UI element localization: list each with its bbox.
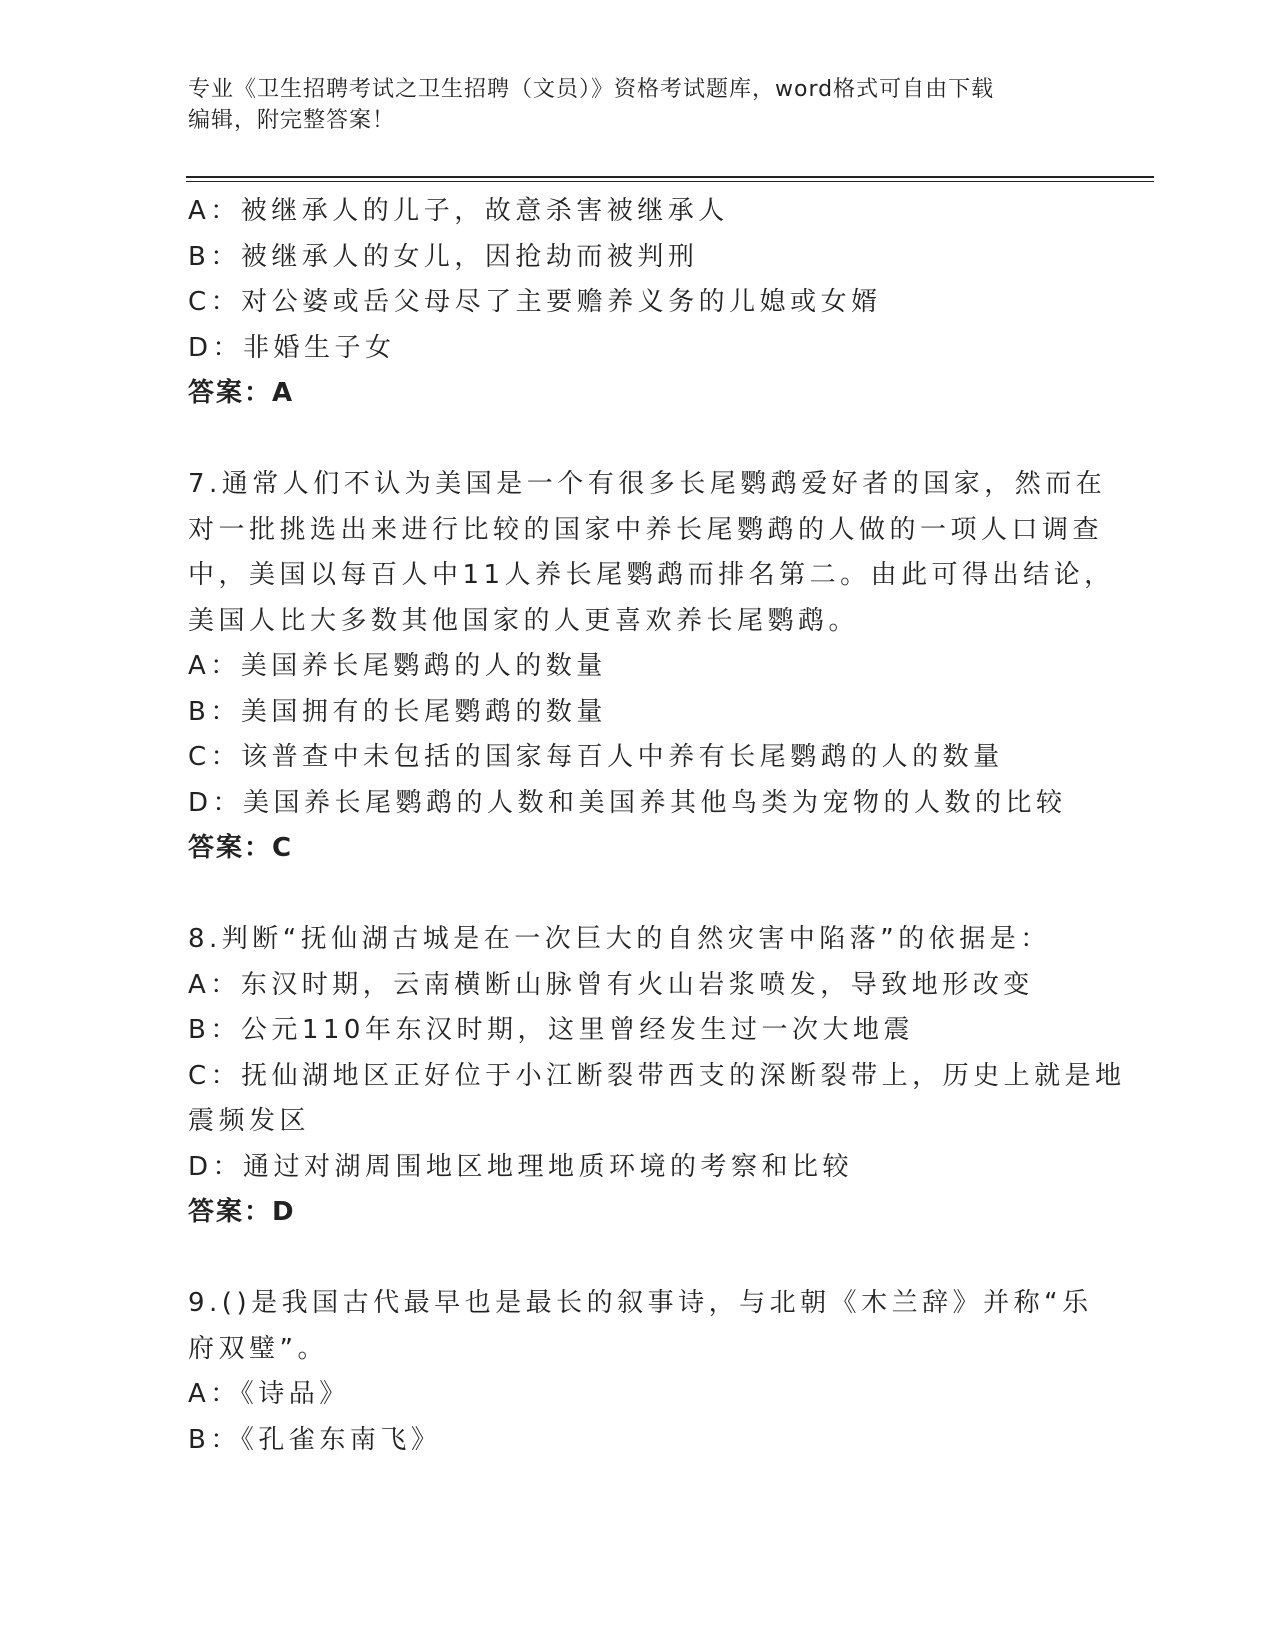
spacer (188, 1236, 1088, 1282)
q8-option-a: A：东汉时期，云南横断山脉曾有火山岩浆喷发，导致地形改变 (188, 969, 1034, 1000)
q7-option-c: C：该普查中未包括的国家每百人中养有长尾鹦鹉的人的数量 (188, 742, 1004, 772)
question-7 (188, 462, 1115, 872)
q9-stem-line-1: 9.()是我国古代最早也是最长的叙事诗，与北朝《木兰辞》并称“乐 (188, 1288, 1093, 1318)
spacer (188, 872, 1088, 918)
question-content (188, 189, 1126, 1463)
document-header (188, 74, 1088, 136)
q6-option-b: B：被继承人的女儿，因抢劫而被判刑 (188, 241, 699, 272)
q7-stem-line-3: 中，美国以每百人中11人养长尾鹦鹉而排名第二。由此可得出结论， (188, 560, 1115, 590)
q8-answer: 答案：D (188, 1197, 296, 1227)
header-rule-thick (186, 176, 1154, 178)
header-line-1: 专业《卫生招聘考试之卫生招聘（文员）》资格考试题库，word格式可自由下载 (188, 77, 995, 102)
q9-stem-line-2: 府双璧”。 (188, 1333, 328, 1364)
question-8 (188, 917, 1126, 1236)
q7-stem-line-4: 美国人比大多数其他国家的人更喜欢养长尾鹦鹉。 (188, 605, 860, 636)
q6-option-a: A：被继承人的儿子，故意杀害被继承人 (188, 196, 729, 226)
q9-option-b: B：《孔雀东南飞》 (188, 1424, 442, 1455)
header-rule-thin (186, 181, 1154, 182)
q9-option-a: A：《诗品》 (188, 1379, 350, 1409)
q8-option-c: C：抚仙湖地区正好位于小江断裂带西支的深断裂带上，历史上就是地 (188, 1060, 1126, 1091)
q6-answer: 答案：A (188, 378, 295, 408)
q8-option-d: D：通过对湖周围地区地理地质环境的考察和比较 (188, 1151, 854, 1182)
question-6 (188, 189, 1088, 417)
q8-option-c-continued: 震频发区 (188, 1106, 311, 1136)
q6-option-d: D：非婚生子女 (188, 332, 396, 363)
q7-option-b: B：美国拥有的长尾鹦鹉的数量 (188, 696, 607, 727)
q7-option-a: A：美国养长尾鹦鹉的人的数量 (188, 651, 607, 681)
q8-option-b: B：公元110年东汉时期，这里曾经发生过一次大地震 (188, 1015, 914, 1045)
header-line-2: 编辑，附完整答案！ (188, 108, 396, 133)
q7-stem-line-2: 对一批挑选出来进行比较的国家中养长尾鹦鹉的人做的一项人口调查 (188, 514, 1104, 545)
q6-option-c: C：对公婆或岳父母尽了主要赡养义务的儿媳或女婿 (188, 287, 882, 317)
spacer (188, 417, 1088, 463)
q7-answer: 答案：C (188, 833, 294, 863)
question-9 (188, 1281, 1093, 1463)
q8-stem-line-1: 8.判断“抚仙湖古城是在一次巨大的自然灾害中陷落”的依据是： (188, 924, 1051, 954)
q7-option-d: D：美国养长尾鹦鹉的人数和美国养其他鸟类为宠物的人数的比较 (188, 787, 1067, 818)
q7-stem-line-1: 7.通常人们不认为美国是一个有很多长尾鹦鹉爱好者的国家，然而在 (188, 469, 1107, 499)
